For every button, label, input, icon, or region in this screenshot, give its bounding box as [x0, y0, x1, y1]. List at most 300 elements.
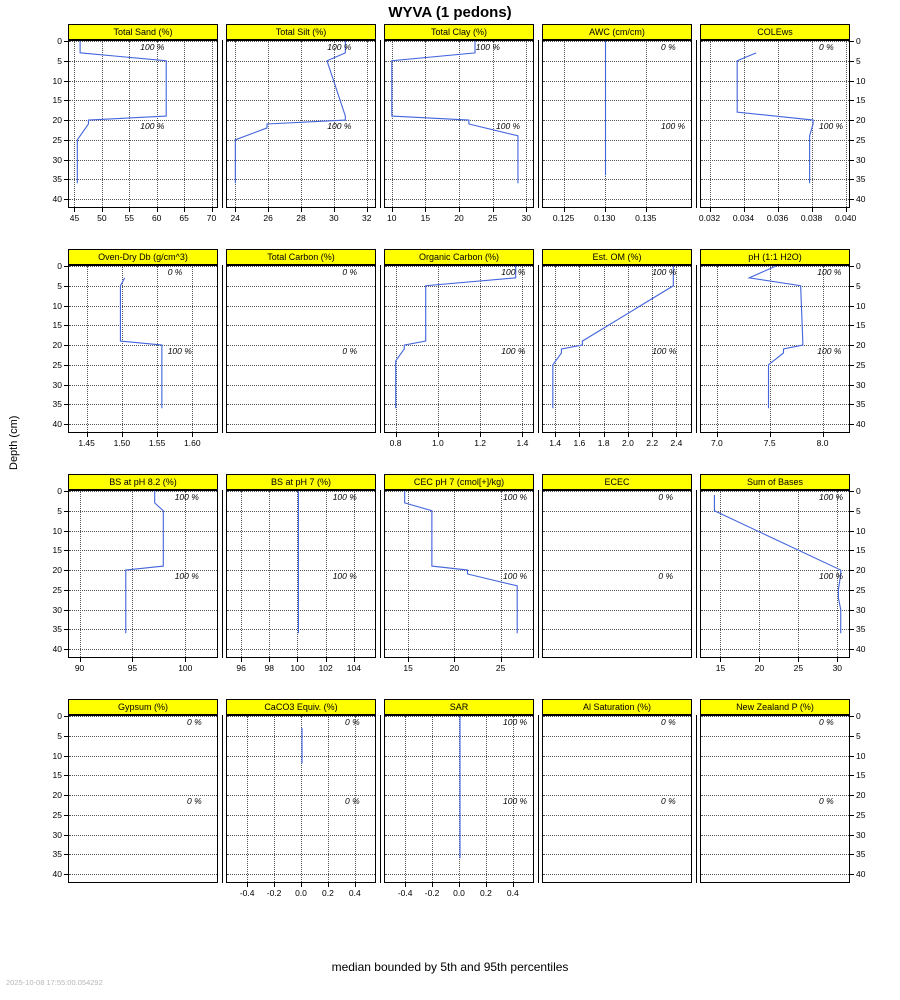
- x-tick-label: 0.034: [732, 213, 755, 223]
- chart-panel: [698, 24, 866, 224]
- top-percent-label: 100 %: [503, 492, 528, 503]
- x-tick-label: 25: [487, 213, 498, 223]
- x-axis: [542, 208, 692, 230]
- y-axis: [850, 261, 884, 433]
- chart-panel: [542, 699, 692, 899]
- top-percent-label: 0 %: [661, 717, 676, 728]
- x-tick: [392, 208, 393, 212]
- panel-title: Sum of Bases: [700, 474, 850, 490]
- x-tick: [604, 433, 605, 437]
- x-axis: [68, 883, 218, 905]
- bottom-percent-label: 100 %: [332, 571, 357, 582]
- y-tick: [850, 140, 854, 141]
- top-percent-label: 0 %: [167, 267, 183, 278]
- x-tick-label: 65: [179, 213, 189, 223]
- x-tick: [770, 433, 771, 437]
- y-tick: [64, 100, 68, 101]
- x-tick: [846, 208, 847, 212]
- plot-area: [226, 490, 376, 658]
- y-tick: [850, 160, 854, 161]
- y-tick-label: 40: [52, 644, 62, 655]
- bottom-percent-label: 100 %: [140, 121, 165, 132]
- x-tick-label: 1.6: [573, 438, 586, 448]
- x-tick: [247, 883, 248, 887]
- x-axis: [542, 658, 692, 680]
- panel-title: CaCO3 Equiv. (%): [226, 699, 376, 715]
- x-tick-label: 0.135: [635, 213, 657, 223]
- y-tick: [850, 590, 854, 591]
- plot-area: [68, 265, 218, 433]
- y-tick: [850, 874, 854, 875]
- x-tick: [235, 208, 236, 212]
- bottom-percent-label: 0 %: [658, 571, 674, 582]
- gridline-horizontal: [227, 404, 375, 405]
- y-tick: [64, 629, 68, 630]
- x-tick-label: 30: [329, 213, 339, 223]
- top-percent-label: 100 %: [332, 492, 357, 503]
- panel-separator: [380, 265, 381, 433]
- x-tick: [759, 658, 760, 662]
- x-tick-label: 0.036: [766, 213, 789, 223]
- gridline-horizontal: [701, 756, 849, 757]
- gridline-horizontal: [227, 286, 375, 287]
- x-tick: [744, 208, 745, 212]
- x-axis: [226, 208, 376, 230]
- panel-separator: [538, 40, 539, 208]
- y-tick: [64, 815, 68, 816]
- gridline-horizontal: [543, 629, 691, 630]
- x-tick-label: 2.0: [621, 438, 634, 448]
- x-axis: [384, 883, 534, 905]
- y-tick-label: 0: [856, 36, 861, 46]
- y-tick-label: 25: [856, 584, 866, 595]
- y-tick: [850, 286, 854, 287]
- x-tick: [367, 208, 368, 212]
- x-tick: [129, 208, 130, 212]
- panel-title: Organic Carbon (%): [384, 249, 534, 265]
- x-tick-label: 0.4: [348, 888, 361, 898]
- x-tick: [192, 433, 193, 437]
- x-tick: [355, 883, 356, 887]
- plot-area: [68, 490, 218, 658]
- chart-panel: [384, 24, 534, 224]
- gridline-horizontal: [543, 854, 691, 855]
- x-tick: [157, 208, 158, 212]
- x-tick-label: 100: [178, 663, 193, 673]
- y-tick-label: 0: [57, 486, 62, 496]
- y-tick: [64, 81, 68, 82]
- plot-area: [700, 265, 850, 433]
- x-tick-label: 32: [362, 213, 372, 223]
- chart-panel: [542, 24, 692, 224]
- y-tick: [64, 286, 68, 287]
- x-tick-label: 15: [420, 213, 431, 223]
- x-tick: [301, 208, 302, 212]
- x-tick-label: 100: [290, 663, 305, 673]
- bottom-percent-label: 100 %: [496, 121, 521, 132]
- x-axis: [226, 658, 376, 680]
- panel-grid: [52, 24, 866, 924]
- x-tick-label: 20: [449, 663, 460, 673]
- x-tick-label: 25: [793, 663, 804, 673]
- x-tick-label: 20: [754, 663, 765, 673]
- plot-area: [226, 265, 376, 433]
- panel-title: BS at pH 7 (%): [226, 474, 376, 490]
- y-tick: [64, 775, 68, 776]
- top-percent-label: 0 %: [661, 42, 676, 53]
- gridline-horizontal: [543, 590, 691, 591]
- x-tick: [74, 208, 75, 212]
- x-tick-label: 0.4: [506, 888, 519, 898]
- gridline-horizontal: [69, 854, 217, 855]
- bottom-percent-label: 100 %: [661, 121, 686, 132]
- bottom-percent-label: 100 %: [819, 121, 844, 132]
- y-tick-label: 0: [57, 36, 62, 46]
- y-tick: [850, 61, 854, 62]
- y-tick-label: 25: [52, 584, 62, 595]
- y-tick: [64, 306, 68, 307]
- y-tick: [850, 629, 854, 630]
- top-percent-label: 0 %: [658, 492, 674, 503]
- y-tick-label: 25: [856, 134, 866, 145]
- y-tick-label: 5: [57, 55, 62, 66]
- y-tick: [850, 179, 854, 180]
- x-tick: [710, 208, 711, 212]
- x-tick: [605, 208, 606, 212]
- x-tick-label: 28: [296, 213, 306, 223]
- gridline-horizontal: [69, 756, 217, 757]
- y-tick: [64, 736, 68, 737]
- panel-separator: [696, 40, 697, 208]
- y-tick-label: 35: [52, 399, 62, 410]
- x-tick-label: 0.125: [552, 213, 575, 223]
- y-tick-label: 15: [52, 320, 62, 331]
- x-axis-caption: median bounded by 5th and 95th percentiles: [331, 960, 569, 974]
- gridline-horizontal: [69, 874, 217, 875]
- bottom-percent-label: 100 %: [503, 796, 528, 807]
- x-tick-label: 1.50: [113, 438, 131, 448]
- x-tick-label: 45: [69, 213, 80, 223]
- plot-area: [384, 265, 534, 433]
- x-tick: [526, 208, 527, 212]
- y-axis: [34, 711, 68, 883]
- y-tick-label: 25: [856, 359, 866, 370]
- y-tick-label: 40: [856, 869, 866, 880]
- x-axis: [542, 433, 692, 455]
- x-tick-label: 2.4: [670, 438, 683, 448]
- y-tick: [850, 81, 854, 82]
- x-tick: [87, 433, 88, 437]
- y-axis: [850, 486, 884, 658]
- y-tick: [64, 160, 68, 161]
- x-tick: [425, 208, 426, 212]
- top-percent-label: 100 %: [327, 42, 352, 53]
- x-tick: [328, 883, 329, 887]
- y-tick: [64, 570, 68, 571]
- top-percent-label: 100 %: [174, 492, 199, 503]
- x-tick: [268, 208, 269, 212]
- y-tick: [64, 610, 68, 611]
- bottom-percent-label: 0 %: [187, 796, 202, 807]
- x-tick: [212, 208, 213, 212]
- panel-separator: [696, 490, 697, 658]
- y-tick: [64, 756, 68, 757]
- gridline-horizontal: [701, 874, 849, 875]
- y-tick-label: 30: [856, 154, 866, 165]
- y-tick: [850, 775, 854, 776]
- y-tick-label: 0: [856, 486, 861, 496]
- panel-title: ECEC: [542, 474, 692, 490]
- x-tick-label: 15: [403, 663, 413, 673]
- x-tick: [184, 208, 185, 212]
- chart-panel: [700, 474, 866, 674]
- panel-separator: [222, 265, 223, 433]
- y-tick-label: 20: [856, 565, 866, 576]
- x-tick: [157, 433, 158, 437]
- panel-separator: [380, 40, 381, 208]
- panel-row: [52, 699, 866, 924]
- panel-separator: [222, 715, 223, 883]
- y-tick: [850, 424, 854, 425]
- x-tick: [80, 658, 81, 662]
- y-tick: [64, 531, 68, 532]
- x-tick: [102, 208, 103, 212]
- x-tick-label: 2.2: [646, 438, 659, 448]
- plot-area: [68, 40, 218, 208]
- y-axis-label: Depth (cm): [8, 415, 20, 470]
- gridline-horizontal: [701, 775, 849, 776]
- gridline-horizontal: [227, 325, 375, 326]
- panel-title: AWC (cm/cm): [542, 24, 692, 40]
- bottom-percent-label: 0 %: [342, 346, 358, 357]
- x-tick: [493, 208, 494, 212]
- x-tick: [301, 883, 302, 887]
- y-tick: [850, 736, 854, 737]
- y-tick: [850, 550, 854, 551]
- chart-panel: [226, 249, 376, 449]
- chart-panel: [52, 249, 218, 449]
- y-tick-label: 5: [856, 280, 861, 291]
- gridline-horizontal: [543, 775, 691, 776]
- plot-area: [384, 715, 534, 883]
- panel-title: Total Sand (%): [68, 24, 218, 40]
- panel-row: [52, 249, 866, 474]
- plot-area: [68, 715, 218, 883]
- gridline-horizontal: [543, 531, 691, 532]
- chart-panel: [52, 474, 218, 674]
- y-tick-label: 10: [52, 750, 62, 761]
- x-tick: [297, 658, 298, 662]
- y-tick: [64, 874, 68, 875]
- gridline-horizontal: [69, 736, 217, 737]
- y-tick-label: 30: [52, 829, 62, 840]
- x-tick: [454, 658, 455, 662]
- y-tick: [64, 179, 68, 180]
- x-tick-label: 7.0: [710, 438, 723, 448]
- top-percent-label: 100 %: [817, 267, 842, 278]
- y-tick-label: 40: [52, 194, 62, 205]
- x-tick-label: -0.2: [266, 888, 282, 898]
- chart-panel: [384, 474, 534, 674]
- x-tick-label: 1.4: [549, 438, 562, 448]
- x-tick-label: 0.8: [389, 438, 402, 448]
- bottom-percent-label: 100 %: [817, 346, 842, 357]
- x-tick-label: 0.0: [453, 888, 465, 898]
- top-percent-label: 0 %: [819, 42, 834, 53]
- x-tick-label: -0.4: [397, 888, 413, 898]
- y-tick-label: 5: [57, 505, 62, 516]
- x-axis: [226, 433, 376, 455]
- bottom-percent-label: 100 %: [501, 346, 526, 357]
- plot-area: [700, 40, 850, 208]
- x-tick: [652, 433, 653, 437]
- y-tick: [64, 41, 68, 42]
- x-axis: [542, 883, 692, 905]
- x-tick: [459, 883, 460, 887]
- x-tick-label: 1.8: [597, 438, 610, 448]
- panel-title: Al Saturation (%): [542, 699, 692, 715]
- x-tick: [798, 658, 799, 662]
- panel-row: [52, 24, 866, 249]
- y-tick: [64, 550, 68, 551]
- x-tick: [122, 433, 123, 437]
- x-tick-label: 0.032: [698, 213, 721, 223]
- y-tick: [850, 404, 854, 405]
- gridline-horizontal: [227, 424, 375, 425]
- top-percent-label: 100 %: [501, 267, 526, 278]
- plot-area: [542, 715, 692, 883]
- y-axis: [850, 36, 884, 208]
- y-tick-label: 20: [52, 565, 62, 576]
- x-tick-label: 1.55: [148, 438, 166, 448]
- x-tick-label: 30: [832, 663, 843, 673]
- y-tick: [64, 385, 68, 386]
- y-tick-label: 15: [856, 770, 866, 781]
- y-tick: [850, 835, 854, 836]
- y-tick: [850, 199, 854, 200]
- y-tick-label: 5: [856, 730, 861, 741]
- x-tick-label: 1.60: [184, 438, 201, 448]
- bottom-percent-label: 100 %: [819, 571, 844, 582]
- x-tick: [274, 883, 275, 887]
- x-axis: [384, 433, 534, 455]
- plot-area: [384, 490, 534, 658]
- y-tick-label: 40: [856, 194, 866, 205]
- gridline-horizontal: [701, 854, 849, 855]
- y-tick: [850, 610, 854, 611]
- x-tick-label: 104: [346, 663, 361, 673]
- y-tick: [64, 325, 68, 326]
- panel-title: Total Carbon (%): [226, 249, 376, 265]
- y-tick: [850, 531, 854, 532]
- gridline-horizontal: [543, 835, 691, 836]
- plot-area: [542, 40, 692, 208]
- y-tick: [850, 795, 854, 796]
- x-tick-label: 0.2: [321, 888, 334, 898]
- x-tick-label: 1.4: [516, 438, 529, 448]
- x-tick-label: 0.040: [834, 213, 857, 223]
- y-tick-label: 35: [856, 399, 866, 410]
- x-tick-label: 10: [386, 213, 397, 223]
- y-tick: [850, 325, 854, 326]
- x-tick: [812, 208, 813, 212]
- gridline-horizontal: [543, 649, 691, 650]
- y-tick-label: 0: [57, 711, 62, 721]
- x-tick: [396, 433, 397, 437]
- y-tick-label: 20: [856, 790, 866, 801]
- x-tick-label: 0.2: [479, 888, 492, 898]
- gridline-horizontal: [69, 775, 217, 776]
- y-tick: [850, 570, 854, 571]
- x-axis: [700, 658, 850, 680]
- y-tick-label: 10: [52, 75, 62, 86]
- panel-title: Oven-Dry Db (g/cm^3): [68, 249, 218, 265]
- y-tick-label: 30: [856, 829, 866, 840]
- chart-panel: [226, 24, 376, 224]
- plot-area: [226, 715, 376, 883]
- y-tick-label: 10: [856, 300, 866, 311]
- y-tick-label: 25: [52, 809, 62, 820]
- y-tick: [64, 404, 68, 405]
- gridline-horizontal: [69, 835, 217, 836]
- panel-separator: [538, 490, 539, 658]
- x-tick-label: 0.038: [800, 213, 823, 223]
- y-tick: [850, 306, 854, 307]
- y-tick-label: 35: [52, 624, 62, 635]
- y-tick-label: 35: [52, 174, 62, 185]
- x-tick-label: 50: [97, 213, 107, 223]
- panel-title: Total Clay (%): [384, 24, 534, 40]
- chart-panel: [542, 249, 692, 449]
- plot-area: [542, 265, 692, 433]
- gridline-horizontal: [69, 815, 217, 816]
- y-tick: [850, 365, 854, 366]
- gridline-horizontal: [701, 835, 849, 836]
- x-tick: [823, 433, 824, 437]
- x-tick: [432, 883, 433, 887]
- y-tick: [64, 835, 68, 836]
- chart-panel: [226, 699, 376, 899]
- y-tick-label: 30: [52, 379, 62, 390]
- x-tick: [438, 433, 439, 437]
- x-axis: [384, 208, 534, 230]
- y-tick-label: 10: [52, 300, 62, 311]
- x-tick-label: 55: [124, 213, 135, 223]
- panel-title: Total Silt (%): [226, 24, 376, 40]
- y-tick-label: 5: [57, 280, 62, 291]
- x-tick: [778, 208, 779, 212]
- x-tick: [269, 658, 270, 662]
- y-tick-label: 40: [856, 644, 866, 655]
- y-tick: [850, 100, 854, 101]
- y-tick-label: 20: [52, 340, 62, 351]
- y-tick-label: 25: [856, 809, 866, 820]
- y-tick: [64, 61, 68, 62]
- x-tick-label: 95: [127, 663, 138, 673]
- x-tick-label: 60: [151, 213, 162, 223]
- bottom-percent-label: 100 %: [652, 346, 677, 357]
- x-tick-label: 102: [318, 663, 333, 673]
- gridline-horizontal: [227, 306, 375, 307]
- y-tick-label: 15: [52, 545, 62, 556]
- y-tick-label: 15: [52, 770, 62, 781]
- data-series-line: [227, 41, 376, 207]
- chart-panel: [226, 474, 376, 674]
- y-tick: [850, 345, 854, 346]
- bottom-percent-label: 100 %: [327, 121, 352, 132]
- bottom-percent-label: 0 %: [345, 796, 360, 807]
- y-axis: [34, 36, 68, 208]
